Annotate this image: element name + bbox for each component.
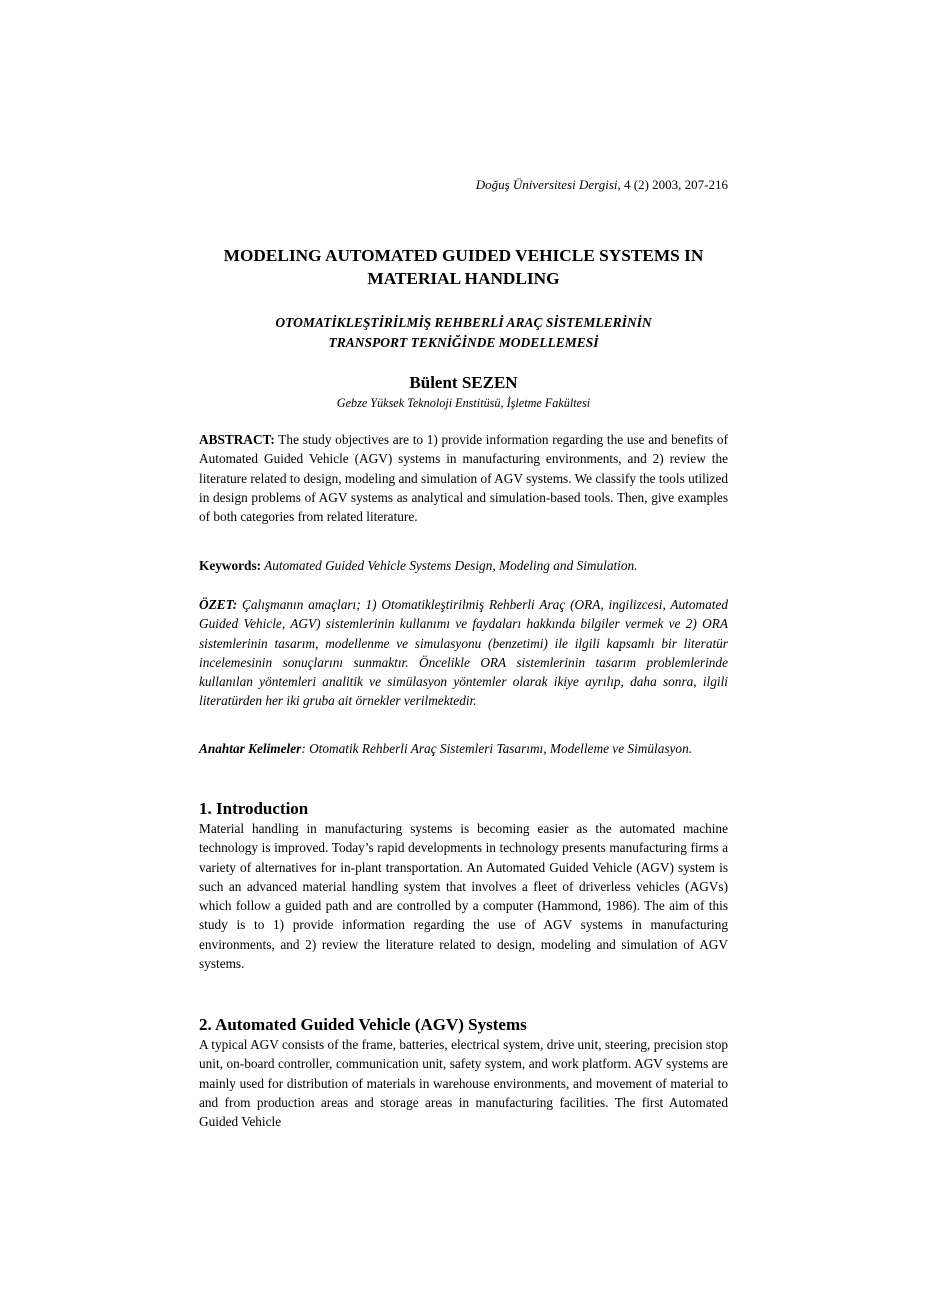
author-name: Bülent SEZEN bbox=[409, 373, 518, 392]
anahtar-text: : Otomatik Rehberli Araç Sistemleri Tasarımı, Modelleme ve Simülasyon. bbox=[301, 741, 693, 756]
journal-name: Doğuş Üniversitesi Dergisi bbox=[475, 177, 618, 192]
title-line-1: MODELING AUTOMATED GUIDED VEHICLE SYSTEMS IN bbox=[223, 246, 704, 265]
abstract-text: The study objectives are to 1) provide information regarding the use and benefits of Automated Guided Vehicle (AGV) systems in manufacturing environments, and 2) review the literature related to design, modeling and simulation of AGV systems. We classify the tools utilized in design problems of AGV systems as analytical and simulation-based tools. Then, give examples of both categories from related literature. bbox=[199, 432, 728, 525]
title-line-2: MATERIAL HANDLING bbox=[367, 269, 560, 288]
anahtar-label: Anahtar Kelimeler bbox=[199, 741, 302, 756]
journal-citation: , 4 (2) 2003, 207-216 bbox=[617, 177, 728, 192]
paper-title bbox=[189, 244, 738, 290]
keywords-text: Automated Guided Vehicle Systems Design, Modeling and Simulation. bbox=[261, 558, 638, 573]
section-2-heading: 2. Automated Guided Vehicle (AGV) Systems bbox=[199, 1015, 527, 1034]
abstract bbox=[199, 430, 728, 526]
keywords-label: Keywords: bbox=[199, 558, 262, 573]
turkish-title-line-1: OTOMATİKLEŞTİRİLMİŞ REHBERLİ ARAÇ SİSTEMLERİNİN bbox=[275, 315, 652, 330]
ozet-label: ÖZET: bbox=[199, 597, 238, 612]
journal-header bbox=[476, 177, 728, 193]
turkish-title-line-2: TRANSPORT TEKNİĞİNDE MODELLEMESİ bbox=[328, 335, 599, 350]
anahtar-kelimeler bbox=[199, 739, 728, 758]
section-1-heading: 1. Introduction bbox=[199, 799, 309, 818]
ozet bbox=[199, 595, 728, 711]
section-1-body: Material handling in manufacturing systems is becoming easier as the automated machine technology is improved. Today’s rapid developments in technology presents manufacturing firms a variety of alternatives for in-plant transportation. An Automated Guided Vehicle (AGV) system is such an advanced material handling system that involves a fleet of driverless vehicles (AGVs) which follow a guided path and are controlled by a computer (Hammond, 1986). The aim of this study is to 1) provide information regarding the use of AGV systems in manufacturing environments, and 2) review the literature related to design, modeling and simulation of AGV systems. bbox=[199, 821, 728, 972]
keywords bbox=[199, 556, 728, 575]
turkish-title bbox=[199, 313, 728, 353]
section-2-body: A typical AGV consists of the frame, batteries, electrical system, drive unit, steering, precision stop unit, on-board controller, communication unit, safety system, and work platform. AGV systems are mainly used for distribution of materials in warehouse environments, and movement of material to and from production areas and storage areas in manufacturing facilities. The first Automated Guided Vehicle bbox=[199, 1037, 728, 1130]
author-affiliation: Gebze Yüksek Teknoloji Enstitüsü, İşletme Fakültesi bbox=[336, 396, 591, 410]
abstract-label: ABSTRACT: bbox=[199, 432, 275, 447]
ozet-text: Çalışmanın amaçları; 1) Otomatikleştirilmiş Rehberli Araç (ORA, ingilizcesi, Automated Guided Vehicle, AGV) sistemlerinin kullanımı ve faydaları hakkında bilgiler vermek ve 2) ORA sistemlerinin tasarım, modellenme ve simulasyonu (benzetimi) ile ilgili kapsamlı bir literatür incelemesinin sonuçlarını sunmaktır. Öncelikle ORA sistemlerinin tasarım problemlerinde kullanılan yöntemleri analitik ve simülasyon yöntemler olarak ikiye ayrılıp, daha sonra, ilgili literatürden her iki gruba ait örnekler verilmektedir. bbox=[199, 597, 728, 709]
